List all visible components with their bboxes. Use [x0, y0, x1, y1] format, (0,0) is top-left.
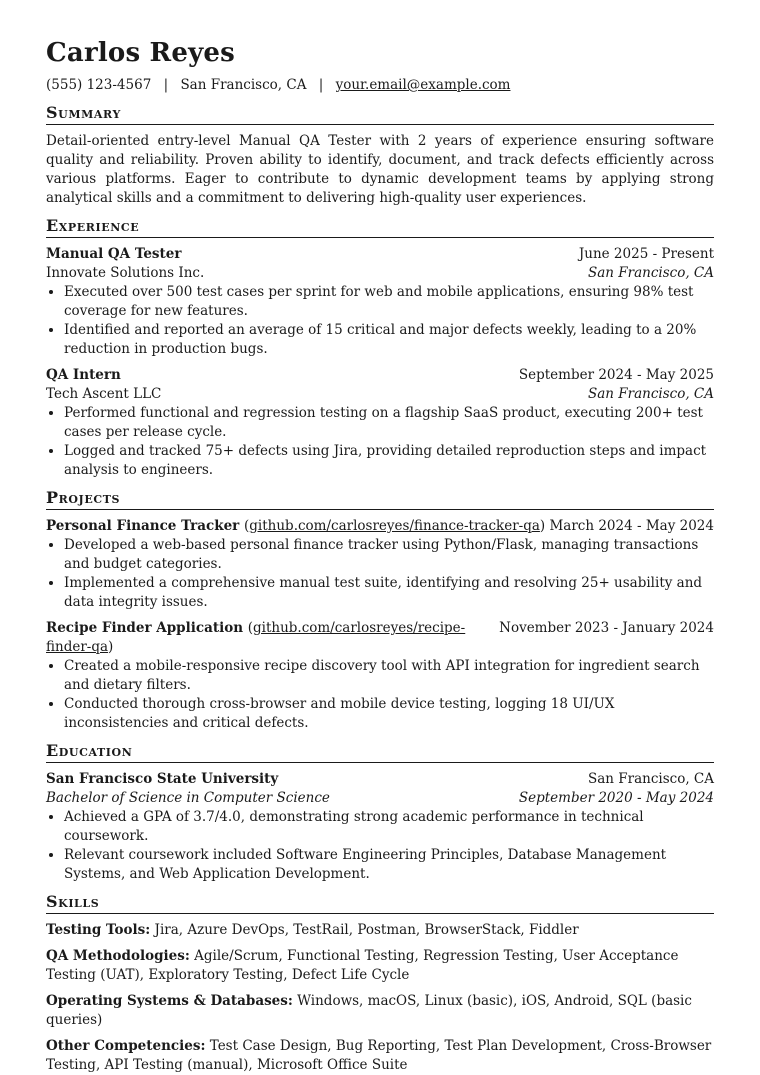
project-name: Personal Finance Tracker	[46, 518, 240, 534]
skill-line	[46, 1037, 714, 1075]
bullet-item: • Implemented a comprehensive manual test suite, identifying and resolving 25+ usability and data integrity issues.	[64, 574, 714, 612]
bullet-item: • Performed functional and regression testing on a flagship SaaS product, executing 200+ test cases per release cycle.	[64, 404, 714, 442]
project-bullets	[46, 657, 714, 733]
job-location: San Francisco, CA	[587, 265, 714, 281]
phone-number: (555) 123-4567	[46, 77, 152, 93]
project-title-row	[46, 517, 714, 536]
skill-value: Agile/Scrum, Functional Testing, Regression Testing, User Acceptance Testing (UAT), Exploratory Testing, Defect Life Cycle	[46, 948, 679, 983]
project-title-row	[46, 619, 714, 657]
experience-section	[46, 245, 714, 480]
skill-label: Operating Systems & Databases:	[46, 993, 293, 1009]
job-title: QA Intern	[46, 367, 121, 383]
project-title: Recipe Finder Application (github.com/carlosreyes/recipe-finder-qa)	[46, 620, 466, 655]
skill-value: Windows, macOS, Linux (basic), iOS, Android, SQL (basic queries)	[46, 993, 692, 1028]
skill-line	[46, 992, 714, 1030]
project-entry	[46, 517, 714, 612]
school-row	[46, 770, 714, 789]
job-bullets	[46, 404, 714, 480]
school-location: San Francisco, CA	[587, 771, 714, 787]
project-name: Recipe Finder Application	[46, 620, 244, 636]
job-dates: June 2025 - Present	[578, 246, 714, 262]
bullet-item: • Relevant coursework included Software Engineering Principles, Database Management Systems, and Web Application Development.	[64, 846, 714, 884]
projects-section	[46, 517, 714, 733]
location: San Francisco, CA	[180, 77, 307, 93]
education-section	[46, 770, 714, 884]
skill-value: Test Case Design, Bug Reporting, Test Plan Development, Cross-Browser Testing, API Testing (manual), Microsoft Office Suite	[46, 1038, 712, 1073]
contact-line	[46, 76, 714, 95]
experience-entry	[46, 366, 714, 480]
bullet-item: • Created a mobile-responsive recipe discovery tool with API integration for ingredient search and dietary filters.	[64, 657, 714, 695]
contact-separator: |	[318, 77, 324, 93]
school-name: San Francisco State University	[46, 771, 279, 787]
summary-heading: Summary	[46, 103, 714, 125]
email-link[interactable]: your.email@example.com	[335, 77, 511, 93]
skill-label: Other Competencies:	[46, 1038, 206, 1054]
bullet-item: • Conducted thorough cross-browser and mobile device testing, logging 18 UI/UX inconsistencies and critical defects.	[64, 695, 714, 733]
experience-entry	[46, 245, 714, 359]
project-bullets	[46, 536, 714, 612]
skills-section	[46, 921, 714, 1075]
skills-heading: Skills	[46, 892, 714, 914]
bullet-item: • Developed a web-based personal finance tracker using Python/Flask, managing transactions and budget categories.	[64, 536, 714, 574]
bullet-item: • Achieved a GPA of 3.7/4.0, demonstrating strong academic performance in technical coursework.	[64, 808, 714, 846]
company-row	[46, 385, 714, 404]
job-title-row	[46, 366, 714, 385]
job-title-row	[46, 245, 714, 264]
bullet-item: • Executed over 500 test cases per sprint for web and mobile applications, ensuring 98% test coverage for new features.	[64, 283, 714, 321]
job-title: Manual QA Tester	[46, 246, 182, 262]
degree-row	[46, 789, 714, 808]
contact-separator: |	[163, 77, 169, 93]
company-name: Tech Ascent LLC	[46, 386, 162, 402]
summary-text: Detail-oriented entry-level Manual QA Tester with 2 years of experience ensuring software quality and reliability. Proven ability to identify, document, and track defects efficiently across various platforms. Eager to contribute to dynamic development teams by applying strong analytical skills and a commitment to delivering high-quality user experiences.	[46, 133, 714, 206]
bullet-item: • Identified and reported an average of 15 critical and major defects weekly, leading to a 20% reduction in production bugs.	[64, 321, 714, 359]
project-link[interactable]: github.com/carlosreyes/finance-tracker-qa	[249, 518, 540, 534]
skill-label: QA Methodologies:	[46, 948, 190, 964]
job-location: San Francisco, CA	[587, 386, 714, 402]
project-dates: November 2023 - January 2024	[499, 620, 714, 636]
experience-heading: Experience	[46, 216, 714, 238]
project-title: Personal Finance Tracker (github.com/carlosreyes/finance-tracker-qa)	[46, 518, 546, 534]
skill-label: Testing Tools:	[46, 922, 151, 938]
projects-heading: Projects	[46, 488, 714, 510]
education-bullets	[46, 808, 714, 884]
project-dates: March 2024 - May 2024	[549, 518, 714, 534]
education-entry	[46, 770, 714, 884]
candidate-name: Carlos Reyes	[46, 38, 235, 68]
bullet-item: • Logged and tracked 75+ defects using Jira, providing detailed reproduction steps and impact analysis to engineers.	[64, 442, 714, 480]
education-heading: Education	[46, 741, 714, 763]
skill-value: Jira, Azure DevOps, TestRail, Postman, BrowserStack, Fiddler	[154, 922, 579, 938]
skill-line	[46, 947, 714, 985]
job-bullets	[46, 283, 714, 359]
degree-name: Bachelor of Science in Computer Science	[46, 790, 330, 806]
education-dates: September 2020 - May 2024	[518, 790, 714, 806]
company-name: Innovate Solutions Inc.	[46, 265, 205, 281]
project-entry	[46, 619, 714, 733]
project-link[interactable]: github.com/carlosreyes/recipe-finder-qa	[46, 620, 466, 655]
company-row	[46, 264, 714, 283]
skill-line	[46, 921, 714, 940]
job-dates: September 2024 - May 2025	[518, 367, 714, 383]
